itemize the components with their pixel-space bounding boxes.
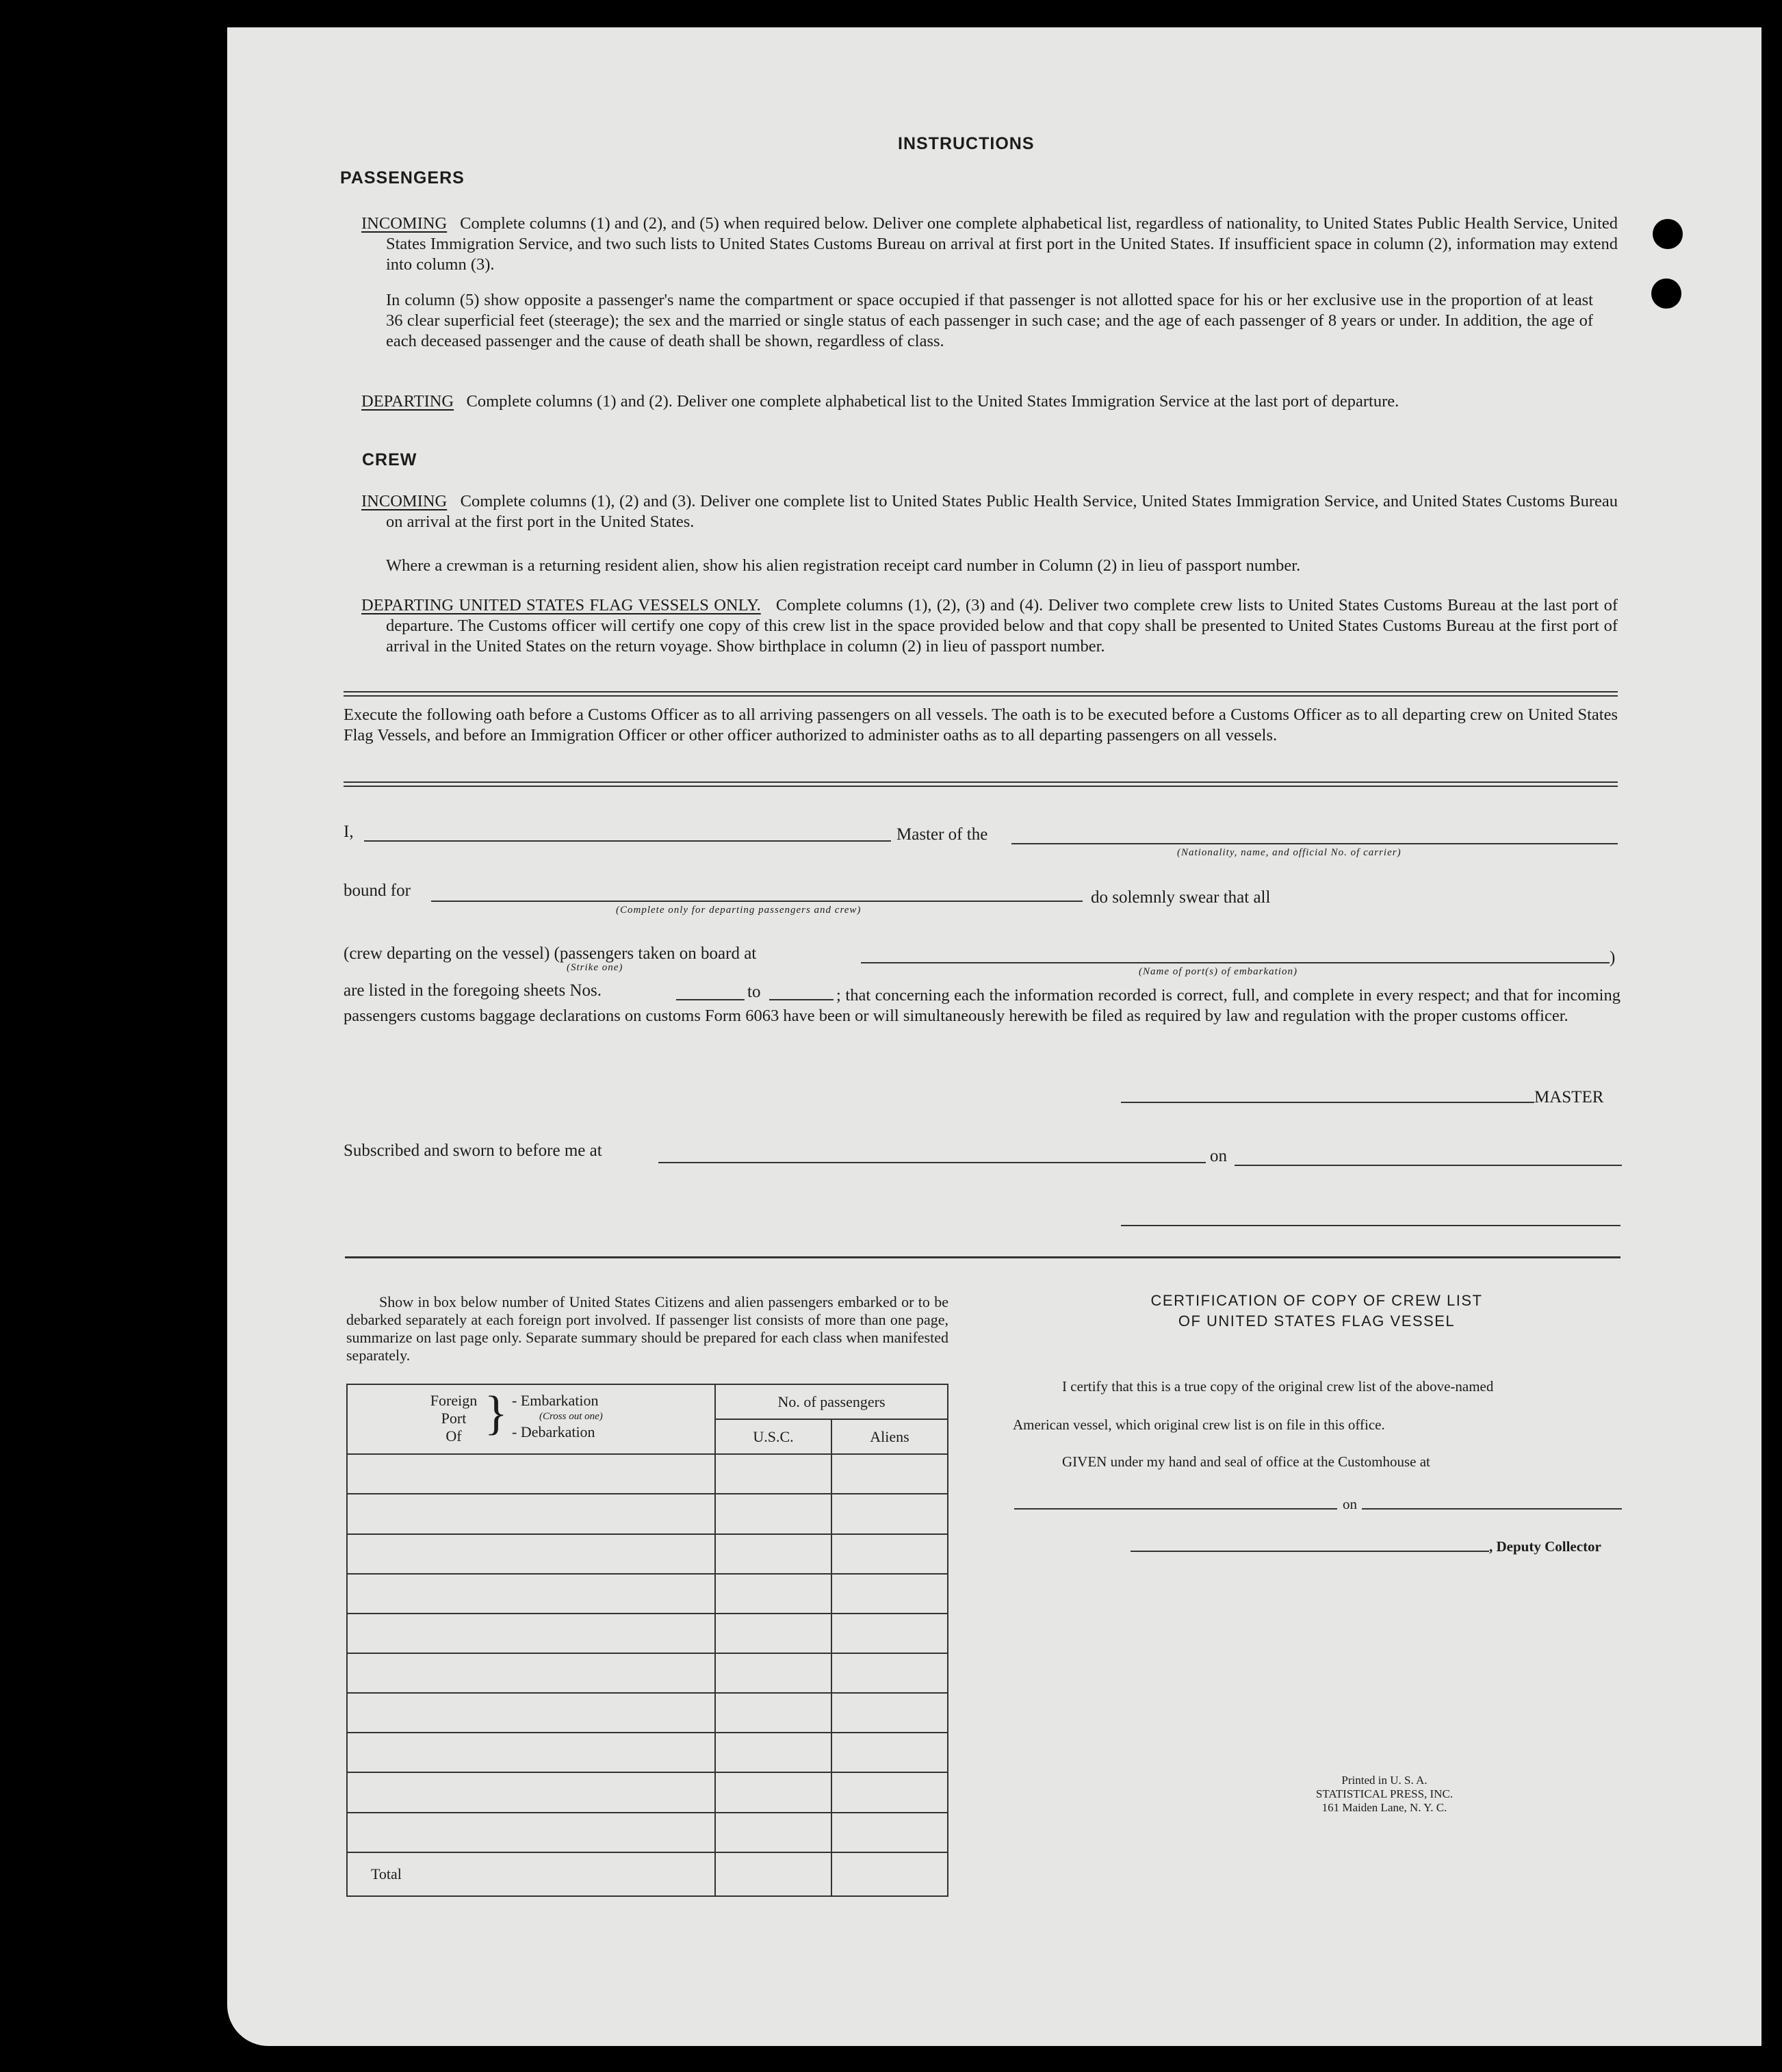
port-cell[interactable] (347, 1653, 715, 1693)
crew-incoming-label: INCOMING (361, 492, 448, 510)
embarkation-port-line[interactable] (861, 962, 1610, 963)
passengers-departing-paragraph (361, 391, 1618, 412)
aliens-cell[interactable] (831, 1574, 948, 1614)
swear-label: do solemnly swear that all (1091, 888, 1271, 907)
port-header-line1: Foreign (430, 1392, 478, 1409)
aliens-cell[interactable] (831, 1733, 948, 1772)
usc-cell[interactable] (715, 1494, 831, 1533)
instructions-title: INSTRUCTIONS (898, 134, 1035, 153)
passengers-heading: PASSENGERS (340, 168, 465, 187)
customhouse-line[interactable] (1014, 1508, 1337, 1510)
bound-for-caption: (Complete only for departing passengers and crew) (616, 905, 862, 916)
bound-for-label: bound for (344, 881, 411, 900)
aliens-cell[interactable] (831, 1653, 948, 1693)
usc-header: U.S.C. (715, 1419, 831, 1454)
master-label: MASTER (1534, 1088, 1604, 1106)
passengers-incoming-paragraph (361, 213, 1618, 275)
passengers-count-header: No. of passengers (715, 1384, 948, 1419)
close-paren: ) (1610, 948, 1616, 967)
sworn-on-label: on (1210, 1147, 1227, 1165)
certification-title (1077, 1291, 1556, 1332)
printer-line2: STATISTICAL PRESS, INC. (1315, 1787, 1454, 1800)
oath-i-label: I, (344, 823, 354, 841)
master-signature-line[interactable] (1121, 1102, 1534, 1103)
usc-cell[interactable] (715, 1693, 831, 1733)
usc-cell[interactable] (715, 1454, 831, 1494)
aliens-cell[interactable] (831, 1772, 948, 1812)
divider-bottom (345, 1256, 1620, 1258)
total-label: Total (347, 1852, 715, 1896)
sworn-place-line[interactable] (658, 1162, 1206, 1163)
carrier-caption: (Nationality, name, and official No. of carrier) (1177, 847, 1402, 858)
crew-departing-text: Complete columns (1), (2), (3) and (4). Deliver two complete crew lists to United States Customs Bureau at the last port of departure. The Customs officer will certify one copy of this crew list in the space provided below and that copy shall be presented to United States Customs Bureau at the first port of arrival in the United States on the return voyage. Show birthplace in column (2) in lieu of passport number. (386, 596, 1618, 656)
usc-cell[interactable] (715, 1813, 831, 1852)
aliens-cell[interactable] (831, 1693, 948, 1733)
given-line: GIVEN under my hand and seal of office at the Customhouse at (1062, 1453, 1430, 1470)
summary-instructions: Show in box below number of United States Citizens and alien passengers embarked or to be debarked separately at each foreign port involved. If passenger list consists of more than one page, summarize on last page only. Separate summary should be prepared for each class when manifested separately. (346, 1293, 948, 1364)
punch-hole-bottom (1651, 279, 1681, 309)
usc-cell[interactable] (715, 1653, 831, 1693)
master-name-line[interactable] (364, 840, 891, 842)
divider-top (344, 691, 1618, 697)
bound-for-line[interactable] (431, 901, 1083, 902)
printer-line1: Printed in U. S. A. (1341, 1774, 1428, 1787)
passenger-summary-table (346, 1384, 948, 1897)
port-cell[interactable] (347, 1574, 715, 1614)
sheets-from-label: are listed in the foregoing sheets Nos. (344, 981, 602, 1000)
port-cell[interactable] (347, 1534, 715, 1574)
cert-on-label: on (1343, 1496, 1357, 1512)
aliens-cell[interactable] (831, 1454, 948, 1494)
certify-line1: I certify that this is a true copy of the original crew list of the above-named (1062, 1378, 1494, 1395)
usc-cell[interactable] (715, 1772, 831, 1812)
port-cell[interactable] (347, 1454, 715, 1494)
port-cell[interactable] (347, 1733, 715, 1772)
passengers-incoming-text: Complete columns (1) and (2), and (5) when required below. Deliver one complete alphabetical list, regardless of nationality, to United States Public Health Service, United States Immigration Service, and two such lists to United States Customs Bureau on arrival at first port in the United States. If insufficient space in column (2), information may extend into column (3). (386, 214, 1618, 274)
aliens-cell[interactable] (831, 1813, 948, 1852)
divider-oath (344, 781, 1618, 787)
usc-cell[interactable] (715, 1534, 831, 1574)
subscribed-label: Subscribed and sworn to before me at (344, 1141, 602, 1160)
passengers-column5-paragraph: In column (5) show opposite a passenger's name the compartment or space occupied if that passenger is not allotted space for his or her exclusive use in the proportion of at least 36 clear superficial feet (steerage); the sex and the married or single status of each passenger in such case; and the age of each passenger of 8 years or under. In addition, the age of each deceased passenger and the cause of death shall be shown, regardless of class. (386, 291, 1593, 350)
officer-signature-line[interactable] (1121, 1225, 1620, 1226)
printer-mark (1292, 1774, 1477, 1815)
crew-departing-paragraph (361, 595, 1618, 657)
sworn-date-line[interactable] (1235, 1165, 1622, 1166)
crew-incoming-paragraph (361, 491, 1618, 532)
strike-line-label: (crew departing on the vessel) (passengers taken on board at (344, 944, 757, 963)
port-header-line2: Port (441, 1410, 467, 1427)
aliens-header: Aliens (831, 1419, 948, 1454)
crew-departing-label: DEPARTING UNITED STATES FLAG VESSELS ONLY. (361, 596, 761, 614)
aliens-cell[interactable] (831, 1534, 948, 1574)
deputy-collector-label: , Deputy Collector (1489, 1538, 1601, 1555)
aliens-cell[interactable] (831, 1614, 948, 1653)
printer-line3: 161 Maiden Lane, N. Y. C. (1321, 1801, 1447, 1814)
crew-incoming-text: Complete columns (1), (2) and (3). Deliver one complete list to United States Public Health Service, United States Immigration Service, and United States Customs Bureau on arrival at the first port in the United States. (386, 492, 1618, 531)
oath-body-paragraph (344, 985, 1620, 1026)
carrier-line[interactable] (1011, 843, 1618, 844)
passengers-departing-text: Complete columns (1) and (2). Deliver one complete alphabetical list to the United States Immigration Service at the last port of departure. (466, 392, 1399, 411)
aliens-cell[interactable] (831, 1494, 948, 1533)
passengers-incoming-label: INCOMING (361, 214, 448, 233)
strike-caption: (Strike one) (567, 962, 623, 973)
passengers-departing-label: DEPARTING (361, 392, 454, 411)
cert-date-line[interactable] (1362, 1508, 1622, 1510)
total-usc-cell[interactable] (715, 1852, 831, 1896)
usc-cell[interactable] (715, 1574, 831, 1614)
cross-out-caption: (Cross out one) (539, 1411, 603, 1422)
usc-cell[interactable] (715, 1733, 831, 1772)
punch-hole-top (1653, 219, 1683, 249)
port-cell[interactable] (347, 1813, 715, 1852)
sheets-to-label: to (747, 983, 761, 1001)
crew-resident-paragraph: Where a crewman is a returning resident alien, show his alien registration receipt card number in Column (2) in lieu of passport number. (386, 556, 1301, 575)
oath-intro-paragraph: Execute the following oath before a Customs Officer as to all arriving passengers on all vessels. The oath is to be executed before a Customs Officer as to all departing crew on United States Flag Vessels, and before an Immigration Officer or other officer authorized to administer oaths as to all departing passengers on all vessels. (344, 705, 1618, 744)
oath-body-text: ; that concerning each the information recorded is correct, full, and complete in every respect; and that for incoming passengers customs baggage declarations on customs Form 6063 have been or will simultaneously herewith be filed as required by law and regulation with the proper customs officer. (344, 986, 1620, 1025)
embarkation-label[interactable]: - Embarkation (512, 1392, 599, 1409)
certification-title-line2: OF UNITED STATES FLAG VESSEL (1178, 1312, 1456, 1330)
deputy-signature-line[interactable] (1131, 1551, 1489, 1552)
port-cell[interactable] (347, 1772, 715, 1812)
certify-line2: American vessel, which original crew list is on file in this office. (1013, 1416, 1385, 1433)
usc-cell[interactable] (715, 1614, 831, 1653)
total-aliens-cell[interactable] (831, 1852, 948, 1896)
crew-heading: CREW (362, 450, 417, 469)
port-cell[interactable] (347, 1693, 715, 1733)
master-of-label: Master of the (896, 825, 988, 844)
port-caption: (Name of port(s) of embarkation) (1139, 966, 1297, 977)
debarkation-label[interactable]: - Debarkation (512, 1423, 595, 1440)
port-cell[interactable] (347, 1494, 715, 1533)
certification-title-line1: CERTIFICATION OF COPY OF CREW LIST (1150, 1292, 1483, 1309)
port-cell[interactable] (347, 1614, 715, 1653)
brace-icon: } (485, 1387, 508, 1440)
port-header-cell (347, 1384, 715, 1454)
port-header-line3: Of (446, 1427, 462, 1445)
